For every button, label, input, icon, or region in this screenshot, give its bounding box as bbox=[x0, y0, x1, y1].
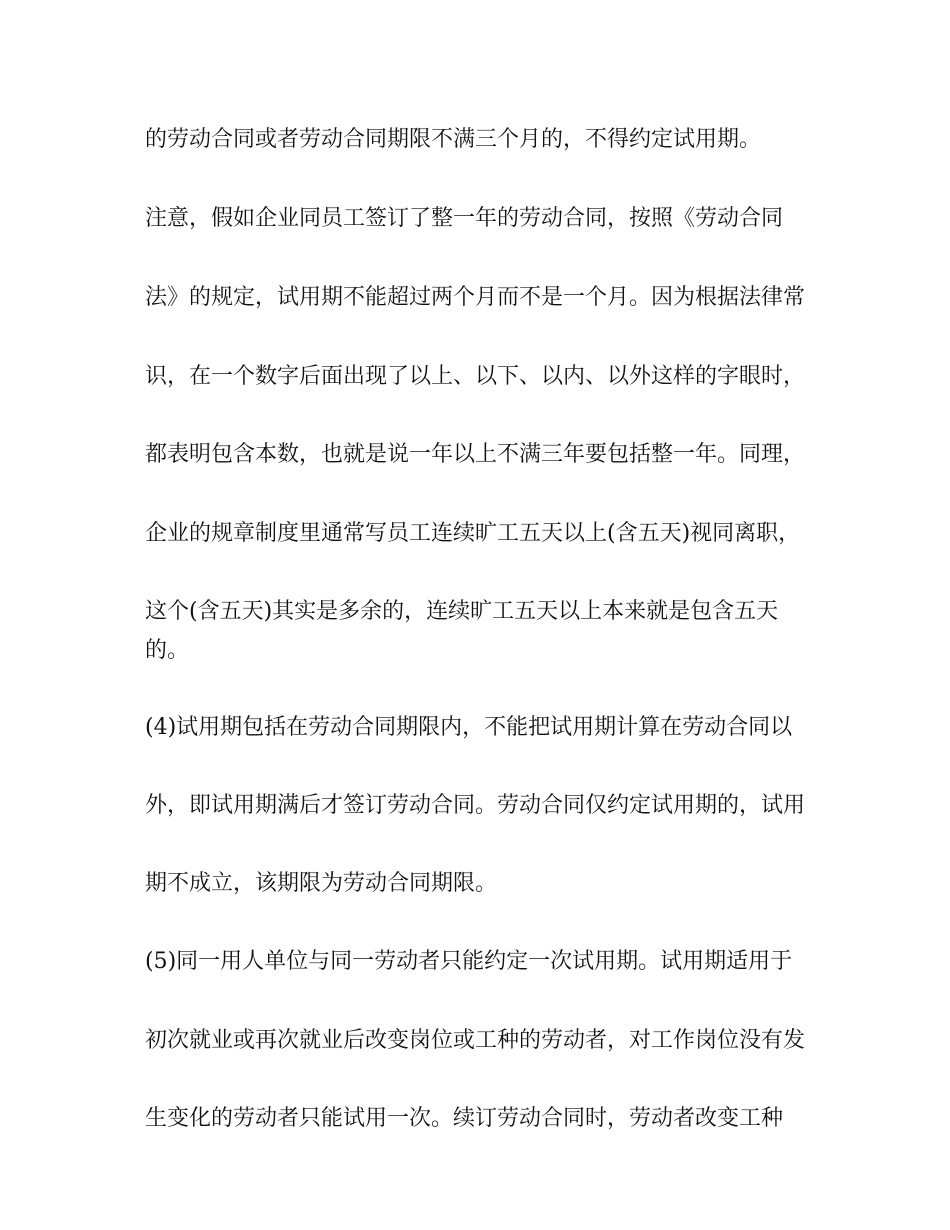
text-line: (4)试用期包括在劳动合同期限内，不能把试用期计算在劳动合同以 bbox=[145, 715, 793, 740]
text-line: 这个(含五天)其实是多余的，连续旷工五天以上本来就是包含五天 bbox=[145, 599, 779, 624]
text-line: 的劳动合同或者劳动合同期限不满三个月的，不得约定试用期。 bbox=[145, 127, 762, 152]
text-line: 注意，假如企业同员工签订了整一年的劳动合同，按照《劳动合同 bbox=[145, 206, 784, 231]
text-line: 期不成立，该期限为劳动合同期限。 bbox=[145, 871, 498, 896]
text-line: 外，即试用期满后才签订劳动合同。劳动合同仅约定试用期的，试用 bbox=[145, 793, 806, 818]
text-line: 都表明包含本数，也就是说一年以上不满三年要包括整一年。同理， bbox=[145, 442, 806, 467]
text-line: 法》的规定，试用期不能超过两个月而不是一个月。因为根据法律常 bbox=[145, 285, 806, 310]
text-line: 初次就业或再次就业后改变岗位或工种的劳动者，对工作岗位没有发 bbox=[145, 1028, 806, 1053]
text-line: 识，在一个数字后面出现了以上、以下、以内、以外这样的字眼时， bbox=[145, 364, 806, 389]
text-line: (5)同一用人单位与同一劳动者只能约定一次试用期。试用期适用于 bbox=[145, 949, 793, 974]
text-line: 生变化的劳动者只能试用一次。续订劳动合同时，劳动者改变工种 bbox=[145, 1106, 784, 1131]
text-line: 的。 bbox=[145, 638, 190, 663]
text-line: 企业的规章制度里通常写员工连续旷工五天以上(含五天)视同离职， bbox=[145, 521, 801, 546]
